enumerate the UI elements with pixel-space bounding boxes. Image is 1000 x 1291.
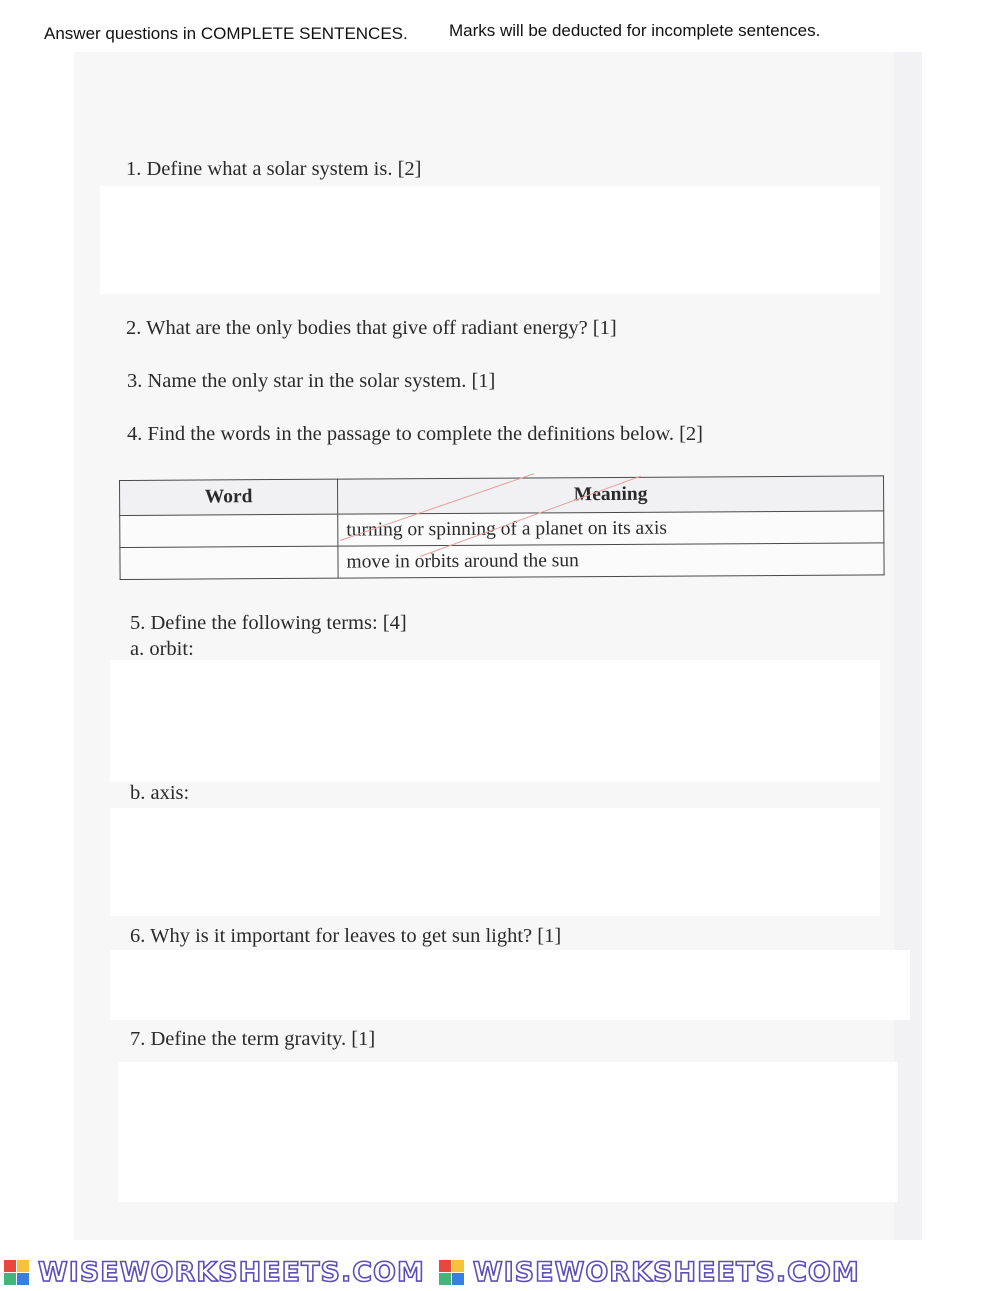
answer-box-q5a[interactable] [110,660,880,782]
table-row [120,543,884,580]
table-header-row [120,476,884,516]
meaning-cell: turning or spinning of a planet on its axis [338,511,884,546]
instruction-penalty: Marks will be deducted for incomplete sentences. [449,21,821,40]
definitions-table [119,475,885,580]
word-cell[interactable] [120,514,338,547]
question-5a-label: a. orbit: [130,638,194,660]
question-5: 5. Define the following terms: [4] [130,612,407,634]
instruction-main: Answer questions in COMPLETE SENTENCES. [44,24,408,43]
table-row [120,511,884,548]
question-4: 4. Find the words in the passage to complete the definitions below. [2] [127,423,703,445]
question-5b-label: b. axis: [130,782,190,804]
footer-watermark [0,1258,1000,1288]
watermark-text: WISEWORKSHEETS.COM [472,1257,860,1288]
meaning-cell: move in orbits around the sun [338,543,884,578]
question-2: 2. What are the only bodies that give off radiant energy? [1] [126,317,617,339]
question-7: 7. Define the term gravity. [1] [130,1028,376,1050]
question-1: 1. Define what a solar system is. [2] [126,158,422,180]
word-cell[interactable] [120,546,338,579]
wise-logo-icon [4,1260,30,1286]
header-word: Word [120,479,338,515]
wise-logo-icon [439,1260,465,1286]
question-6: 6. Why is it important for leaves to get sun light? [1] [130,925,562,947]
paper-edge-shadow [894,52,922,1240]
answer-box-q1[interactable] [100,186,880,294]
answer-box-q6[interactable] [110,950,910,1020]
question-3: 3. Name the only star in the solar system. [1] [127,370,496,392]
watermark-text: WISEWORKSHEETS.COM [38,1257,425,1288]
answer-box-q7[interactable] [118,1062,898,1202]
answer-box-q5b[interactable] [110,808,880,916]
header-meaning: Meaning [337,476,883,514]
